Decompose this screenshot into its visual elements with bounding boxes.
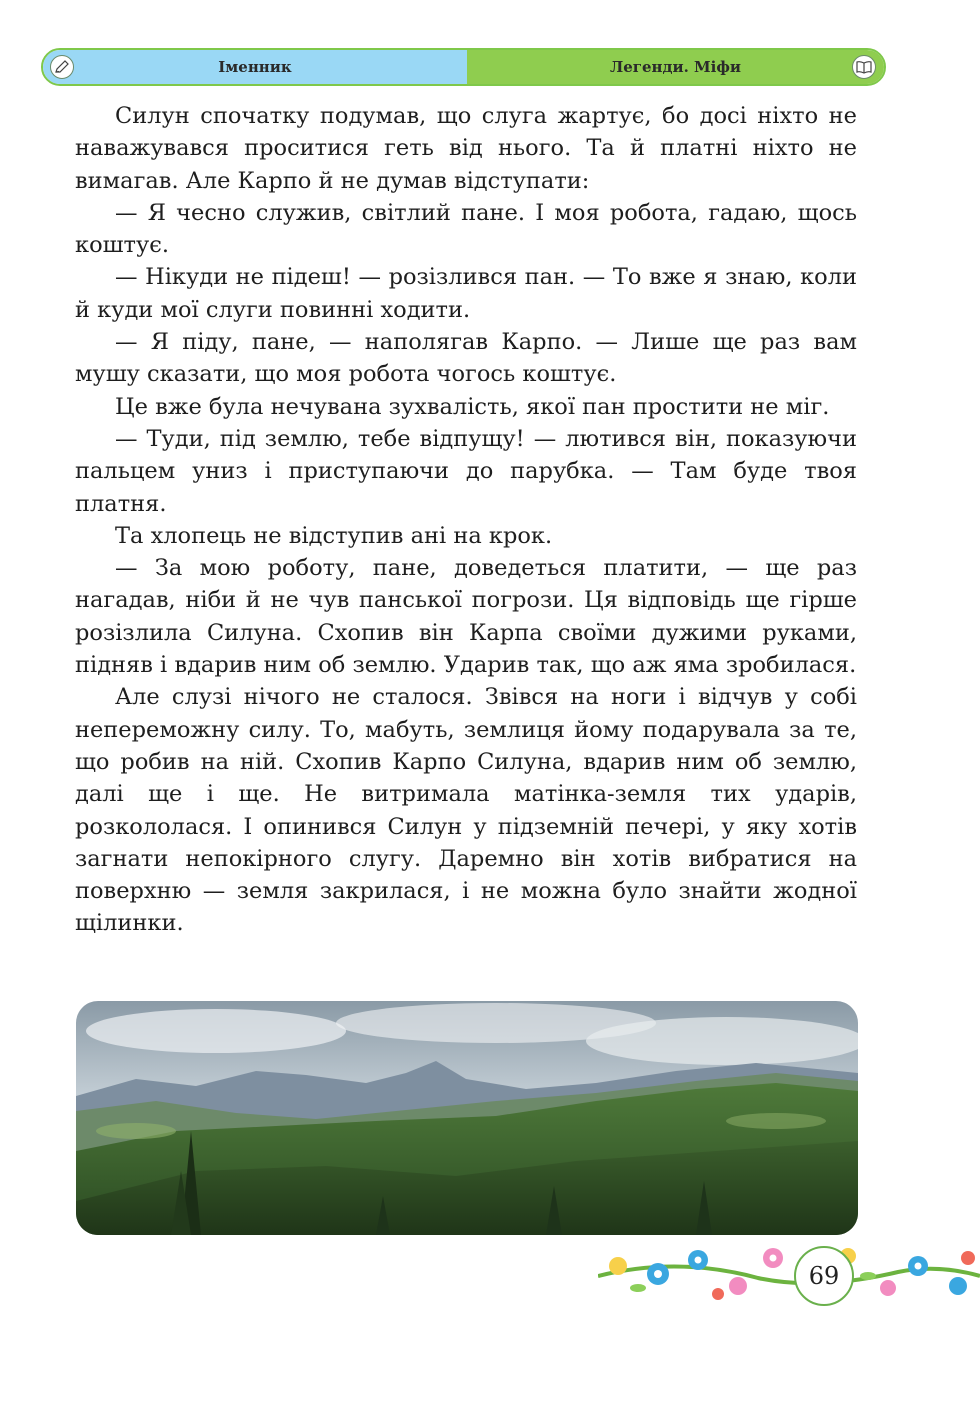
paragraph: — Нікуди не підеш! — розізлився пан. — То вже я знаю, коли й куди мої слуги повинні ходити. xyxy=(75,264,857,323)
paragraph: Силун спочатку подумав, що слуга жартує, бо досі ніхто не наважувався проситися геть від нього. Та й платні ніхто не вимагав. Але Карпо й не думав відступати: xyxy=(75,103,857,194)
header-right-section xyxy=(467,50,884,84)
page-header xyxy=(41,48,886,86)
section-title: Іменник xyxy=(218,58,292,76)
paragraph: Це вже була нечувана зухвалість, якої пан простити не міг. xyxy=(115,393,830,420)
paragraph: — Я чесно служив, світлий пане. І моя робота, гадаю, щось коштує. xyxy=(75,199,857,259)
mountain-forest-photo xyxy=(76,1001,858,1235)
flower-decoration xyxy=(598,1236,980,1312)
paragraph: — Туди, під землю, тебе відпущу! — лютився він, показуючи пальцем униз і приступаючи до парубка. — Там буде твоя платня. xyxy=(75,425,857,517)
paragraph: — Я піду, пане, — наполягав Карпо. — Лише ще раз вам мушу сказати, що моя робота чогось коштує. xyxy=(75,329,857,388)
paragraph: Та хлопець не відступив ані на крок. xyxy=(115,522,553,549)
story-text xyxy=(75,100,857,940)
paragraph: — За мою роботу, пане, доведеться платити, — ще раз нагадав, ніби й не чув панської погрози. Ця відповідь ще гірше розізлила Силуна. Схопив він Карпа своїми дужими руками, підняв і вдарив ним об землю. Ударив так, що аж яма зробилася. xyxy=(75,555,857,679)
paragraph: Але слузі нічого не сталося. Звівся на ноги і відчув у собі непереможну силу. То, мабуть, землиця йому подарувала за те, що робив на ній. Схопив Карпо Силуна, вдарив ним об землю, далі ще і ще. Не витримала матінка-земля тих ударів, розкололася. І опинився Силун у підземній печері, у яку хотів загнати непокірного слугу. Даремно він хотів вибратися на поверхню — земля закрилася, і не можна було знайти жодної щілинки. xyxy=(75,684,857,937)
page-number: 69 xyxy=(794,1246,854,1306)
topic-title: Легенди. Міфи xyxy=(609,58,742,76)
book-icon xyxy=(852,55,876,79)
pencil-icon xyxy=(50,55,74,79)
header-left-section xyxy=(43,50,467,84)
